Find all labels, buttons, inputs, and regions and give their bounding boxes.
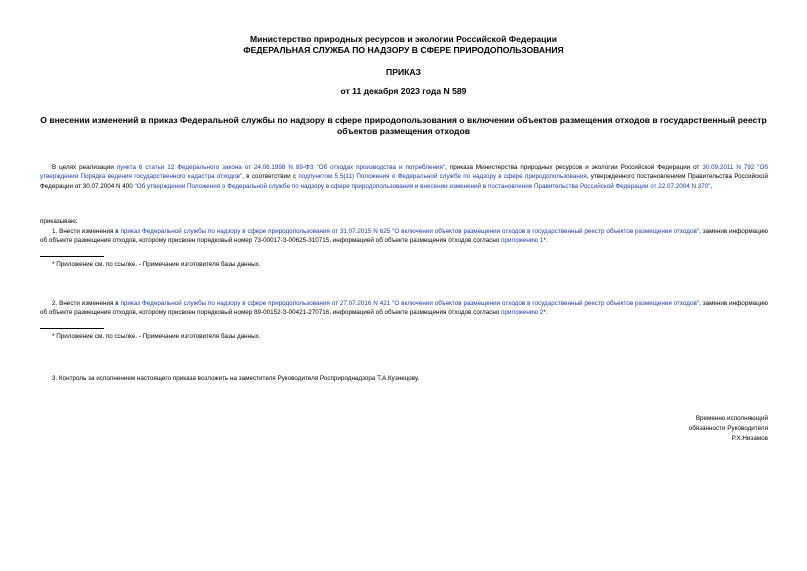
- preamble-text-3: , в соответствии с: [242, 173, 299, 181]
- signature-position-line-2: обязанности Руководителя: [688, 424, 768, 432]
- order-word: приказываю:: [40, 218, 78, 225]
- footnote-1: * Приложение см. по ссылке. - Примечание изготовителя базы данных.: [52, 261, 261, 268]
- item-2-text-3: *.: [543, 309, 548, 317]
- item-1-text-1: 1. Внести изменения в: [52, 228, 121, 235]
- signature-position-line-1: Временно исполняющий: [695, 415, 768, 422]
- document-title: О внесении изменений в приказ Федеральной службы по надзору в сфере природопользования о включении объектов размещения отходов в государственный реестр объектов размещения отходов: [40, 115, 767, 136]
- ministry-order-link[interactable]: 30.09.2011 N 792 "Об утверждении Порядка ведения государственного кадастра отходов": [40, 164, 769, 181]
- item-2-text-2: , заменив информацию об объекте размещения отходов, которому присвоен порядковый номер 89-00152-З-00421-270716, информацией об объекте размещения отходов согласно: [40, 300, 768, 317]
- item-3-paragraph: 3. Контроль за исполнением настоящего приказа возложить на заместителя Руководителя Росприроднадзора Т.А.Кузнецову.: [52, 375, 420, 382]
- document-type: ПРИКАЗ: [386, 67, 421, 77]
- preamble-paragraph: [40, 163, 768, 191]
- ministry-name: Министерство природных ресурсов и экологии Российской Федерации: [250, 34, 557, 44]
- footnote-divider-1: [40, 256, 104, 257]
- federal-law-link[interactable]: пункта 6 статьи 12 Федерального закона от 24.06.1998 N 89-ФЗ "Об отходах производства и потребления": [116, 164, 446, 171]
- footnote-2: * Приложение см. по ссылке. - Примечание изготовителя базы данных.: [52, 333, 261, 340]
- item-1-paragraph: [40, 227, 768, 246]
- signature-block: [689, 414, 768, 443]
- item-1-text-2: , заменив информацию об объекте размещения отходов, которому присвоен порядковый номер 73-00017-З-00625-310715, информацией об объекте размещения отходов согласно: [40, 228, 768, 245]
- item-2-paragraph: [40, 299, 768, 318]
- government-resolution-link[interactable]: "Об утверждении Положения о Федеральной службе по надзору в сфере природопользования и внесении изменений в постановление Правительства Российской Федерации от 22.07.2004 N 370": [134, 182, 711, 190]
- item-1-text-3: *.: [543, 237, 548, 245]
- preamble-text-1: В целях реализации: [52, 164, 117, 171]
- order-625-link[interactable]: приказ Федеральной службы по надзору в сфере природопользования от 31.07.2015 N 625 "О включении объектов размещения отходов в государственный реестр объектов размещения отходов": [120, 228, 700, 235]
- document-date-number: от 11 декабря 2023 года N 589: [340, 86, 467, 96]
- preamble-text-2: , приказа Министерства природных ресурсов и экологии Российской Федерации от: [445, 164, 703, 171]
- appendix-1-link[interactable]: приложению 1: [501, 237, 544, 245]
- signatory-name: Р.Х.Низамов: [731, 434, 768, 442]
- preamble-text-5: ,: [710, 182, 713, 190]
- appendix-2-link[interactable]: приложению 2: [501, 309, 544, 317]
- footnote-divider-2: [40, 328, 104, 329]
- order-421-link[interactable]: приказ Федеральной службы по надзору в сфере природопользования от 27.07.2016 N 421 "О включении объектов размещения отходов в государственный реестр объектов размещения отходов": [120, 300, 700, 307]
- item-2-text-1: 2. Внести изменения в: [52, 300, 121, 307]
- service-name: ФЕДЕРАЛЬНАЯ СЛУЖБА ПО НАДЗОРУ В СФЕРЕ ПРИРОДОПОЛЬЗОВАНИЯ: [243, 45, 564, 55]
- preamble-text-4: , утвержденного постановлением Правительства Российской Федерации от 30.07.2004 N 400: [40, 173, 769, 190]
- regulation-subclause-link[interactable]: подпунктом 5.5(11) Положения о Федеральной службе по надзору в сфере природопользования: [298, 173, 587, 181]
